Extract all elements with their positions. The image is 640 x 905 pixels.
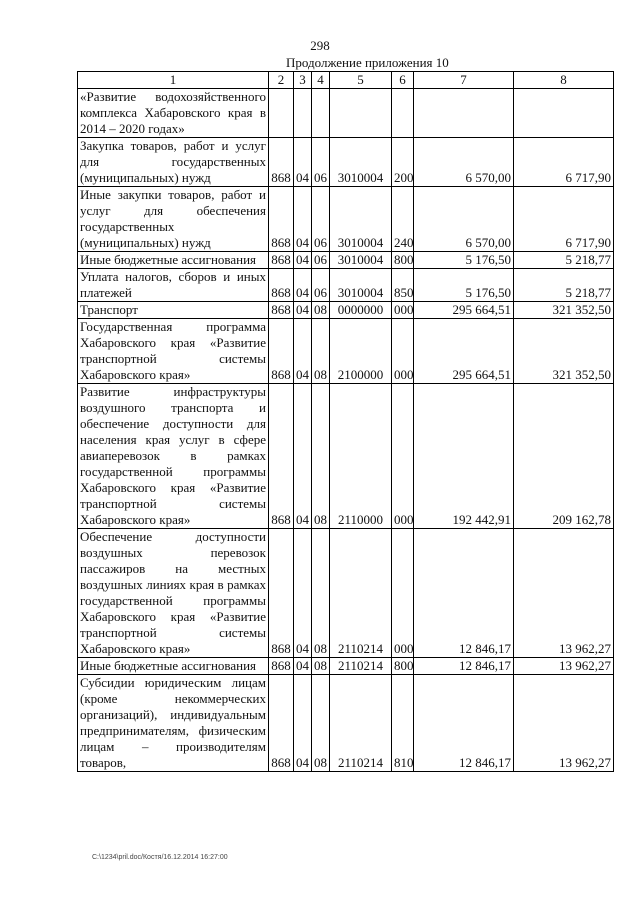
cell-amount-year1: 5 176,50 <box>414 252 514 269</box>
cell-amount-year2: 6 717,90 <box>514 187 614 252</box>
cell-section <box>294 89 312 138</box>
budget-table <box>77 71 614 772</box>
header-col-7: 7 <box>414 72 514 89</box>
cell-ministry: 868 <box>269 138 294 187</box>
header-col-3: 3 <box>294 72 312 89</box>
row-name: Государственная программа Хабаровского края «Развитие транспортной системы Хабаровского края» <box>78 319 269 384</box>
cell-amount-year2: 5 218,77 <box>514 252 614 269</box>
cell-amount-year1: 5 176,50 <box>414 269 514 302</box>
cell-ministry: 868 <box>269 319 294 384</box>
row-name: Иные бюджетные ассигнования <box>78 658 269 675</box>
cell-expense-type: 000 <box>392 302 414 319</box>
cell-expense-type: 810 <box>392 675 414 772</box>
cell-target-item <box>330 89 392 138</box>
cell-expense-type: 850 <box>392 269 414 302</box>
cell-subsection: 08 <box>312 319 330 384</box>
table-row <box>78 89 614 138</box>
row-name: Обеспечение доступности воздушных перевозок пассажиров на местных воздушных линиях края в рамках государственной программы Хабаровского края «Развитие транспортной системы Хабаровского края» <box>78 529 269 658</box>
cell-subsection: 06 <box>312 187 330 252</box>
cell-ministry: 868 <box>269 658 294 675</box>
cell-section: 04 <box>294 658 312 675</box>
cell-target-item: 3010004 <box>330 269 392 302</box>
file-path-footer: C:\1234\pril.doc/Костя/16.12.2014 16:27:00 <box>92 854 228 861</box>
table-row <box>78 384 614 529</box>
cell-subsection: 08 <box>312 302 330 319</box>
cell-target-item: 3010004 <box>330 138 392 187</box>
cell-target-item: 2100000 <box>330 319 392 384</box>
cell-amount-year2: 13 962,27 <box>514 658 614 675</box>
cell-expense-type <box>392 89 414 138</box>
cell-expense-type: 000 <box>392 529 414 658</box>
cell-target-item: 0000000 <box>330 302 392 319</box>
cell-expense-type: 000 <box>392 319 414 384</box>
cell-expense-type: 200 <box>392 138 414 187</box>
cell-expense-type: 800 <box>392 658 414 675</box>
header-col-5: 5 <box>330 72 392 89</box>
appendix-caption: Продолжение приложения 10 <box>286 55 449 70</box>
header-col-2: 2 <box>269 72 294 89</box>
cell-section: 04 <box>294 187 312 252</box>
cell-amount-year1 <box>414 89 514 138</box>
cell-subsection: 06 <box>312 138 330 187</box>
cell-amount-year2: 6 717,90 <box>514 138 614 187</box>
row-name: Субсидии юридическим лицам (кроме некоммерческих организаций), индивидуальным предпринимателям, физическим лицам – производителям товаров, <box>78 675 269 772</box>
table-row <box>78 529 614 658</box>
cell-amount-year1: 295 664,51 <box>414 319 514 384</box>
cell-amount-year1: 6 570,00 <box>414 138 514 187</box>
cell-amount-year1: 12 846,17 <box>414 675 514 772</box>
cell-subsection: 08 <box>312 675 330 772</box>
cell-amount-year1: 6 570,00 <box>414 187 514 252</box>
table-row <box>78 252 614 269</box>
table-row <box>78 269 614 302</box>
cell-subsection: 08 <box>312 529 330 658</box>
cell-amount-year2: 13 962,27 <box>514 529 614 658</box>
cell-section: 04 <box>294 269 312 302</box>
cell-section: 04 <box>294 138 312 187</box>
cell-target-item: 2110000 <box>330 384 392 529</box>
cell-amount-year1: 295 664,51 <box>414 302 514 319</box>
row-name: Иные бюджетные ассигнования <box>78 252 269 269</box>
table-row <box>78 675 614 772</box>
cell-subsection: 06 <box>312 269 330 302</box>
table-row <box>78 302 614 319</box>
page-number: 298 <box>310 38 330 53</box>
cell-amount-year2: 209 162,78 <box>514 384 614 529</box>
cell-section: 04 <box>294 384 312 529</box>
header-col-6: 6 <box>392 72 414 89</box>
cell-amount-year1: 12 846,17 <box>414 658 514 675</box>
cell-amount-year2: 321 352,50 <box>514 302 614 319</box>
cell-amount-year1: 12 846,17 <box>414 529 514 658</box>
cell-subsection: 06 <box>312 252 330 269</box>
cell-ministry: 868 <box>269 252 294 269</box>
cell-subsection: 08 <box>312 658 330 675</box>
header-col-8: 8 <box>514 72 614 89</box>
row-name: Иные закупки товаров, работ и услуг для обеспечения государственных (муниципальных) нужд <box>78 187 269 252</box>
cell-target-item: 2110214 <box>330 529 392 658</box>
cell-target-item: 2110214 <box>330 658 392 675</box>
row-name: Закупка товаров, работ и услуг для государственных (муниципальных) нужд <box>78 138 269 187</box>
header-col-4: 4 <box>312 72 330 89</box>
cell-expense-type: 800 <box>392 252 414 269</box>
cell-ministry: 868 <box>269 384 294 529</box>
table-row <box>78 319 614 384</box>
row-name: Уплата налогов, сборов и иных платежей <box>78 269 269 302</box>
cell-amount-year1: 192 442,91 <box>414 384 514 529</box>
header-row <box>78 72 614 89</box>
row-name: Транспорт <box>78 302 269 319</box>
cell-ministry: 868 <box>269 269 294 302</box>
cell-target-item: 2110214 <box>330 675 392 772</box>
header-col-1: 1 <box>78 72 269 89</box>
cell-section: 04 <box>294 302 312 319</box>
cell-ministry: 868 <box>269 302 294 319</box>
cell-expense-type: 240 <box>392 187 414 252</box>
cell-target-item: 3010004 <box>330 187 392 252</box>
row-name: Развитие инфраструктуры воздушного транспорта и обеспечение доступности для населения края услуг в сфере авиаперевозок в рамках государственной программы Хабаровского края «Развитие транспортной системы Хабаровского края» <box>78 384 269 529</box>
cell-amount-year2: 321 352,50 <box>514 319 614 384</box>
cell-subsection <box>312 89 330 138</box>
cell-ministry: 868 <box>269 529 294 658</box>
cell-section: 04 <box>294 319 312 384</box>
cell-subsection: 08 <box>312 384 330 529</box>
table-row <box>78 187 614 252</box>
cell-amount-year2: 5 218,77 <box>514 269 614 302</box>
cell-section: 04 <box>294 252 312 269</box>
cell-amount-year2 <box>514 89 614 138</box>
table-row <box>78 138 614 187</box>
cell-ministry: 868 <box>269 187 294 252</box>
cell-expense-type: 000 <box>392 384 414 529</box>
cell-ministry: 868 <box>269 675 294 772</box>
row-name: «Развитие водохозяйственного комплекса Хабаровского края в 2014 – 2020 годах» <box>78 89 269 138</box>
table-row <box>78 658 614 675</box>
cell-target-item: 3010004 <box>330 252 392 269</box>
cell-section: 04 <box>294 675 312 772</box>
cell-section: 04 <box>294 529 312 658</box>
cell-amount-year2: 13 962,27 <box>514 675 614 772</box>
cell-ministry <box>269 89 294 138</box>
